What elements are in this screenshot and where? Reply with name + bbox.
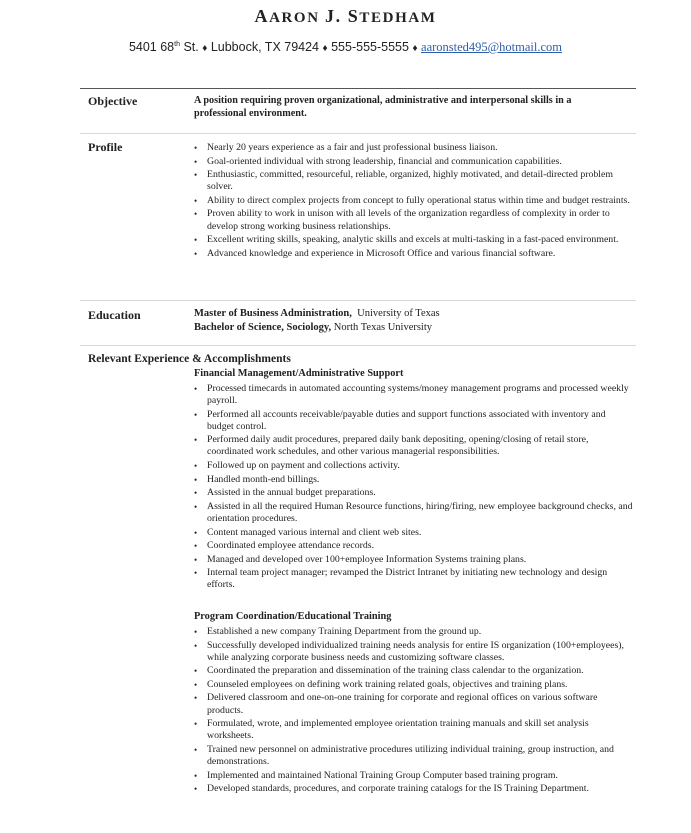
list-item: • Trained new personnel on administrative procedures utilizing individual training, group instruction, and demonstrations.: [194, 744, 634, 768]
experience-group-title: Program Coordination/Educational Training: [194, 611, 392, 622]
education-entry: Master of Business Administration, University of Texas: [194, 308, 440, 319]
section-divider: [80, 300, 636, 301]
profile-list: [194, 142, 634, 261]
email-link[interactable]: aaronsted495@hotmail.com: [421, 40, 563, 54]
list-item: • Successfully developed individualized training needs analysis for entire IS organization (100+employees), while analyzing corporate business needs and customizing software classes.: [194, 640, 634, 664]
list-item: • Followed up on payment and collections activity.: [194, 460, 634, 472]
list-item: • Processed timecards in automated accounting systems/money management programs and processed weekly payroll.: [194, 383, 634, 407]
name-initial-last: S: [347, 6, 360, 26]
education-label: Education: [88, 308, 141, 322]
list-item: • Counseled employees on defining work training related goals, objectives and training plans.: [194, 679, 634, 691]
address-city: Lubbock, TX 79424: [210, 40, 320, 54]
contact-line: [0, 40, 691, 55]
list-item: • Implemented and maintained National Training Group Computer based training program.: [194, 770, 634, 782]
resume-name: [0, 6, 691, 27]
list-item: • Assisted in all the required Human Resource functions, hiring/firing, new employee background checks, and orientation procedures.: [194, 501, 634, 525]
list-item: • Excellent writing skills, speaking, analytic skills and excels at multi-tasking in a fast-paced environment.: [194, 234, 634, 246]
list-item: • Delivered classroom and one-on-one training for corporate and regional offices on various software products.: [194, 692, 634, 716]
name-rest-first: ARON: [269, 10, 325, 26]
list-item: • Ability to direct complex projects from concept to fully operational status within time and budget restraints.: [194, 195, 634, 207]
address-street: 5401 68th St.: [128, 40, 199, 54]
list-item: • Coordinated the preparation and dissemination of the training class calendar to the organization.: [194, 665, 634, 677]
list-item: • Advanced knowledge and experience in Microsoft Office and various financial software.: [194, 248, 634, 260]
experience-label: Relevant Experience & Accomplishments: [88, 353, 291, 365]
objective-label: Objective: [88, 94, 138, 108]
name-rest-last: TEDHAM: [359, 10, 437, 26]
separator-icon: ♦: [412, 43, 418, 54]
section-divider: [80, 345, 636, 346]
list-item: • Formulated, wrote, and implemented employee orientation training manuals and skill set analysis worksheets.: [194, 718, 634, 742]
header-rule: [80, 88, 636, 89]
list-item: • Handled month-end billings.: [194, 474, 634, 486]
list-item: • Assisted in the annual budget preparations.: [194, 487, 634, 499]
list-item: • Internal team project manager; revamped the District Intranet by initiating new technology and design efforts.: [194, 567, 634, 591]
list-item: • Managed and developed over 100+employee Information Systems training plans.: [194, 554, 634, 566]
list-item: • Performed daily audit procedures, prepared daily bank depositing, opening/closing of retail store, coordinated work schedules, and other various managerial responsibilities.: [194, 434, 634, 458]
list-item: • Developed standards, procedures, and corporate training catalogs for the IS Training Department.: [194, 783, 634, 795]
experience-list-training: [194, 626, 634, 797]
separator-icon: ♦: [322, 43, 328, 54]
education-entries: [194, 307, 634, 334]
list-item: • Nearly 20 years experience as a fair and just professional business liaison.: [194, 142, 634, 154]
objective-text: A position requiring proven organizational, administrative and interpersonal skills in a professional environment.: [194, 95, 572, 119]
list-item: • Content managed various internal and client web sites.: [194, 527, 634, 539]
experience-group-title: Financial Management/Administrative Support: [194, 368, 404, 379]
list-item: • Established a new company Training Department from the ground up.: [194, 626, 634, 638]
profile-label: Profile: [88, 140, 123, 154]
name-middle-initial: J.: [324, 6, 348, 26]
section-divider: [80, 133, 636, 134]
list-item: • Enthusiastic, committed, resourceful, reliable, organized, highly motivated, and detail-directed problem solver.: [194, 169, 634, 193]
separator-icon: ♦: [202, 43, 208, 54]
list-item: • Goal-oriented individual with strong leadership, financial and communication capabilities.: [194, 156, 634, 168]
list-item: • Performed all accounts receivable/payable duties and support functions associated with inventory and budget control.: [194, 409, 634, 433]
phone-number: 555-555-5555: [331, 40, 409, 54]
list-item: • Coordinated employee attendance records.: [194, 540, 634, 552]
experience-list-financial: [194, 383, 634, 593]
list-item: • Proven ability to work in unison with all levels of the organization regardless of complexity in order to develop strong working business relationships.: [194, 208, 634, 232]
education-entry: Bachelor of Science, Sociology, North Texas University: [194, 321, 433, 333]
name-initial-first: A: [254, 6, 270, 26]
